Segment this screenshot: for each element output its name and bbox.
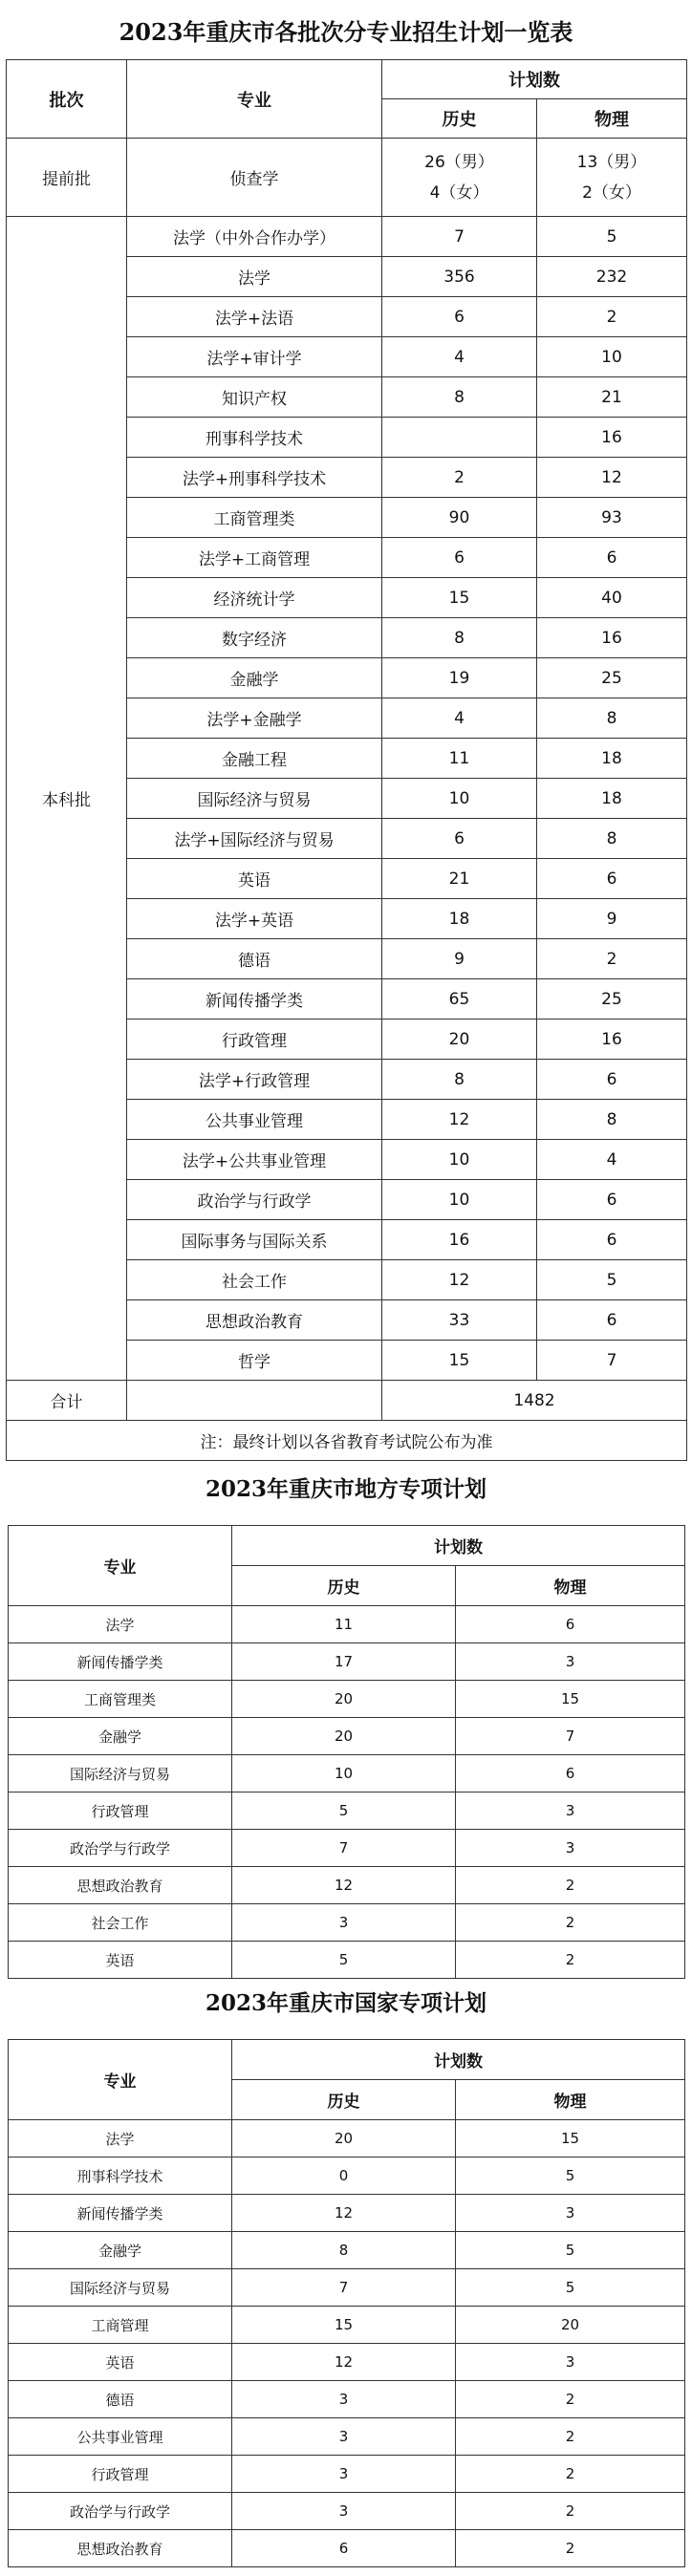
- history-cell: 0: [232, 2157, 456, 2195]
- note-text: 注：最终计划以各省教育考试院公布为准: [7, 1421, 687, 1461]
- physics-cell: 6: [537, 1060, 687, 1100]
- history-cell: 15: [232, 2307, 456, 2344]
- history-cell: 3: [232, 2381, 456, 2418]
- history-cell: 12: [232, 2344, 456, 2381]
- header-history: 历史: [232, 2080, 456, 2120]
- major-cell: 政治学与行政学: [9, 2493, 232, 2530]
- major-cell: 英语: [9, 1942, 232, 1979]
- physics-cell: 16: [537, 1020, 687, 1060]
- header-physics: 物理: [456, 1566, 685, 1606]
- history-cell: 19: [382, 658, 537, 698]
- major-cell: 法学+英语: [127, 899, 382, 939]
- major-cell: 法学+行政管理: [127, 1060, 382, 1100]
- history-cell: 8: [382, 377, 537, 418]
- table-row-early: [7, 139, 687, 217]
- major-cell: 法学: [127, 257, 382, 297]
- physics-cell: 21: [537, 377, 687, 418]
- table-row: [9, 2307, 685, 2344]
- history-cell: 20: [382, 1020, 537, 1060]
- major-cell: 刑事科学技术: [9, 2157, 232, 2195]
- major-cell: 国际经济与贸易: [9, 2269, 232, 2307]
- physics-cell: 7: [456, 1718, 685, 1755]
- history-cell: 20: [232, 1718, 456, 1755]
- table1-title: 2023年重庆市各批次分专业招生计划一览表: [119, 18, 573, 46]
- table-row: [9, 2120, 685, 2157]
- major-cell: 思想政治教育: [9, 2530, 232, 2567]
- header-plan: 计划数: [232, 1526, 685, 1566]
- history-cell: 16: [382, 1220, 537, 1260]
- table-row: [9, 1606, 685, 1643]
- physics-cell: 8: [537, 698, 687, 739]
- physics-cell: 6: [537, 859, 687, 899]
- physics-cell: 5: [456, 2157, 685, 2195]
- history-cell: 7: [382, 217, 537, 257]
- major-cell: 工商管理类: [127, 498, 382, 538]
- major-cell: 德语: [127, 939, 382, 979]
- history-cell: 8: [382, 1060, 537, 1100]
- major-cell: 政治学与行政学: [127, 1180, 382, 1220]
- batch-cell: 本科批: [7, 217, 127, 1381]
- major-cell: 刑事科学技术: [127, 418, 382, 458]
- table-row: [9, 2381, 685, 2418]
- table-row: [9, 1830, 685, 1867]
- major-cell: 公共事业管理: [127, 1100, 382, 1140]
- history-cell: 3: [232, 2493, 456, 2530]
- physics-cell: 2: [456, 2530, 685, 2567]
- major-cell: 新闻传播学类: [9, 2195, 232, 2232]
- physics-cell: 232: [537, 257, 687, 297]
- table-row: [9, 1643, 685, 1681]
- major-cell: 数字经济: [127, 618, 382, 658]
- history-cell: 3: [232, 2418, 456, 2456]
- major-cell: 英语: [127, 859, 382, 899]
- history-cell: 17: [232, 1643, 456, 1681]
- history-cell: 12: [232, 2195, 456, 2232]
- physics-cell: 3: [456, 2344, 685, 2381]
- major-cell: 法学+国际经济与贸易: [127, 819, 382, 859]
- table-row: [9, 2456, 685, 2493]
- major-cell: 法学（中外合作办学）: [127, 217, 382, 257]
- physics-cell: 3: [456, 1830, 685, 1867]
- major-cell: 金融学: [9, 2232, 232, 2269]
- physics-cell: 2: [537, 939, 687, 979]
- history-cell: 10: [232, 1755, 456, 1792]
- history-cell: 15: [382, 578, 537, 618]
- history-cell: [382, 139, 537, 217]
- header-physics: 物理: [537, 99, 687, 139]
- major-cell: 法学+法语: [127, 297, 382, 337]
- physics-cell: 2: [456, 1942, 685, 1979]
- table-row: [7, 217, 687, 257]
- major-cell: 金融学: [127, 658, 382, 698]
- major-cell: 国际经济与贸易: [127, 779, 382, 819]
- table3-title: 2023年重庆市国家专项计划: [205, 1990, 487, 2016]
- major-cell: 国际事务与国际关系: [127, 1220, 382, 1260]
- history-cell: 10: [382, 1180, 537, 1220]
- physics-cell: [537, 139, 687, 217]
- history-cell: 33: [382, 1300, 537, 1341]
- history-cell: 18: [382, 899, 537, 939]
- physics-cell: 15: [456, 1681, 685, 1718]
- history-cell: 2: [382, 458, 537, 498]
- history-cell: 4: [382, 698, 537, 739]
- table-row: [9, 1792, 685, 1830]
- table-row: [9, 1867, 685, 1904]
- physics-cell: 3: [456, 1792, 685, 1830]
- physics-cell: 8: [537, 819, 687, 859]
- table-row: [9, 2344, 685, 2381]
- history-cell: 20: [232, 2120, 456, 2157]
- history-cell: 65: [382, 979, 537, 1020]
- total-label: 合计: [7, 1381, 127, 1421]
- history-cell: 356: [382, 257, 537, 297]
- physics-cell: 9: [537, 899, 687, 939]
- physics-cell: 18: [537, 739, 687, 779]
- physics-cell: 3: [456, 1643, 685, 1681]
- header-plan: 计划数: [382, 60, 687, 99]
- history-female: 4（女）: [429, 182, 489, 203]
- admission-plan-table: [6, 59, 687, 1461]
- physics-female: 2（女）: [582, 182, 641, 203]
- major-cell: 法学+工商管理: [127, 538, 382, 578]
- history-cell: 6: [382, 819, 537, 859]
- table-row: [9, 1718, 685, 1755]
- history-cell: 7: [232, 2269, 456, 2307]
- major-cell: 法学+公共事业管理: [127, 1140, 382, 1180]
- physics-cell: 3: [456, 2195, 685, 2232]
- physics-cell: 2: [456, 2381, 685, 2418]
- history-cell: 7: [232, 1830, 456, 1867]
- total-value: 1482: [382, 1381, 687, 1421]
- major-cell: 法学: [9, 1606, 232, 1643]
- header-major: 专业: [9, 2040, 232, 2120]
- physics-cell: 2: [456, 1904, 685, 1942]
- history-cell: 12: [382, 1100, 537, 1140]
- physics-cell: 40: [537, 578, 687, 618]
- history-cell: [382, 418, 537, 458]
- major-cell: 思想政治教育: [127, 1300, 382, 1341]
- total-row: [7, 1381, 687, 1421]
- history-cell: 20: [232, 1681, 456, 1718]
- table-row: [9, 2232, 685, 2269]
- physics-cell: 5: [456, 2232, 685, 2269]
- physics-cell: 20: [456, 2307, 685, 2344]
- history-cell: 3: [232, 2456, 456, 2493]
- physics-male: 13（男）: [576, 152, 647, 172]
- header-physics: 物理: [456, 2080, 685, 2120]
- physics-cell: 25: [537, 979, 687, 1020]
- physics-cell: 2: [456, 2456, 685, 2493]
- major-cell: 法学+金融学: [127, 698, 382, 739]
- major-cell: 知识产权: [127, 377, 382, 418]
- history-cell: 12: [382, 1260, 537, 1300]
- physics-cell: 6: [537, 1220, 687, 1260]
- history-cell: 11: [382, 739, 537, 779]
- physics-cell: 2: [456, 1867, 685, 1904]
- table-row: [9, 1942, 685, 1979]
- batch-cell: 提前批: [7, 139, 127, 217]
- history-cell: 3: [232, 1904, 456, 1942]
- major-cell: 行政管理: [9, 2456, 232, 2493]
- major-cell: 法学: [9, 2120, 232, 2157]
- history-male: 26（男）: [424, 152, 494, 172]
- table-row: [9, 2493, 685, 2530]
- header-major: 专业: [127, 60, 382, 139]
- header-batch: 批次: [7, 60, 127, 139]
- major-cell: 法学+审计学: [127, 337, 382, 377]
- table-row: [9, 2530, 685, 2567]
- physics-cell: 2: [456, 2493, 685, 2530]
- history-cell: 5: [232, 1942, 456, 1979]
- major-cell: 行政管理: [9, 1792, 232, 1830]
- physics-cell: 6: [537, 1300, 687, 1341]
- physics-cell: 15: [456, 2120, 685, 2157]
- national-special-plan-table: [8, 2039, 685, 2567]
- table-row: [9, 2418, 685, 2456]
- physics-cell: 18: [537, 779, 687, 819]
- table2-title: 2023年重庆市地方专项计划: [205, 1476, 487, 1502]
- history-cell: 90: [382, 498, 537, 538]
- physics-cell: 16: [537, 418, 687, 458]
- physics-cell: 16: [537, 618, 687, 658]
- table-row: [9, 1681, 685, 1718]
- local-special-plan-table: [8, 1525, 685, 1979]
- history-cell: 15: [382, 1341, 537, 1381]
- table-row: [9, 1904, 685, 1942]
- major-cell: 社会工作: [127, 1260, 382, 1300]
- header-history: 历史: [232, 1566, 456, 1606]
- history-cell: 6: [382, 297, 537, 337]
- major-cell: 经济统计学: [127, 578, 382, 618]
- major-cell: 工商管理: [9, 2307, 232, 2344]
- physics-cell: 2: [456, 2418, 685, 2456]
- physics-cell: 6: [456, 1755, 685, 1792]
- physics-cell: 5: [537, 217, 687, 257]
- physics-cell: 7: [537, 1341, 687, 1381]
- note-row: [7, 1421, 687, 1461]
- physics-cell: 6: [456, 1606, 685, 1643]
- physics-cell: 6: [537, 1180, 687, 1220]
- physics-cell: 8: [537, 1100, 687, 1140]
- major-cell: 工商管理类: [9, 1681, 232, 1718]
- history-cell: 10: [382, 779, 537, 819]
- major-cell: 社会工作: [9, 1904, 232, 1942]
- physics-cell: 5: [456, 2269, 685, 2307]
- major-cell: 新闻传播学类: [9, 1643, 232, 1681]
- history-cell: 5: [232, 1792, 456, 1830]
- history-cell: 6: [382, 538, 537, 578]
- physics-cell: 93: [537, 498, 687, 538]
- major-cell: 公共事业管理: [9, 2418, 232, 2456]
- history-cell: 8: [232, 2232, 456, 2269]
- physics-cell: 6: [537, 538, 687, 578]
- history-cell: 12: [232, 1867, 456, 1904]
- major-cell: 德语: [9, 2381, 232, 2418]
- physics-cell: 4: [537, 1140, 687, 1180]
- major-cell: 新闻传播学类: [127, 979, 382, 1020]
- table-row: [9, 2269, 685, 2307]
- physics-cell: 2: [537, 297, 687, 337]
- history-cell: 4: [382, 337, 537, 377]
- table-row: [9, 2157, 685, 2195]
- history-cell: 11: [232, 1606, 456, 1643]
- header-history: 历史: [382, 99, 537, 139]
- major-cell: 法学+刑事科学技术: [127, 458, 382, 498]
- total-empty: [127, 1381, 382, 1421]
- physics-cell: 5: [537, 1260, 687, 1300]
- table-row: [9, 2195, 685, 2232]
- history-cell: 10: [382, 1140, 537, 1180]
- header-major: 专业: [9, 1526, 232, 1606]
- physics-cell: 10: [537, 337, 687, 377]
- history-cell: 6: [232, 2530, 456, 2567]
- major-cell: 国际经济与贸易: [9, 1755, 232, 1792]
- major-cell: 政治学与行政学: [9, 1830, 232, 1867]
- history-cell: 21: [382, 859, 537, 899]
- major-cell: 哲学: [127, 1341, 382, 1381]
- major-cell: 英语: [9, 2344, 232, 2381]
- physics-cell: 25: [537, 658, 687, 698]
- major-cell: 行政管理: [127, 1020, 382, 1060]
- physics-cell: 12: [537, 458, 687, 498]
- major-cell: 思想政治教育: [9, 1867, 232, 1904]
- major-cell: 金融工程: [127, 739, 382, 779]
- table-row: [9, 1755, 685, 1792]
- major-cell: 侦查学: [127, 139, 382, 217]
- major-cell: 金融学: [9, 1718, 232, 1755]
- history-cell: 9: [382, 939, 537, 979]
- history-cell: 8: [382, 618, 537, 658]
- header-plan: 计划数: [232, 2040, 685, 2080]
